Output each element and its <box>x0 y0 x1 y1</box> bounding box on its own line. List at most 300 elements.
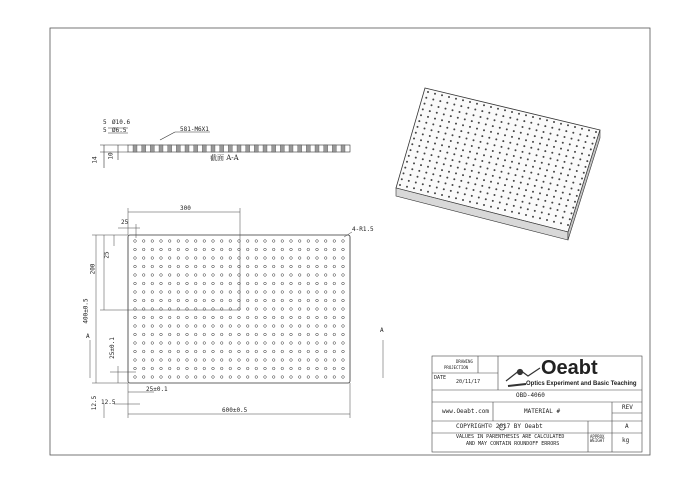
iso-hole <box>453 178 455 180</box>
plan-hole <box>160 265 163 268</box>
iso-hole <box>551 177 553 179</box>
plan-hole <box>246 316 249 319</box>
iso-hole <box>464 193 466 195</box>
iso-hole <box>551 127 553 129</box>
plan-hole <box>272 367 275 370</box>
plan-hole <box>220 342 223 345</box>
plan-hole <box>229 291 232 294</box>
iso-hole <box>495 138 497 140</box>
plan-hole <box>307 325 310 328</box>
iso-hole <box>532 116 534 118</box>
plan-hole <box>229 325 232 328</box>
iso-hole <box>509 117 511 119</box>
section-hole <box>289 145 293 152</box>
iso-hole <box>415 182 417 184</box>
plan-hole <box>220 248 223 251</box>
plan-hole <box>264 342 267 345</box>
plan-hole <box>168 291 171 294</box>
iso-hole <box>429 185 431 187</box>
plan-hole <box>168 316 171 319</box>
iso-hole <box>464 143 466 145</box>
iso-hole <box>516 143 518 145</box>
iso-hole <box>546 194 548 196</box>
iso-hole <box>460 130 462 132</box>
plan-hole <box>203 316 206 319</box>
iso-hole <box>546 119 548 121</box>
plan-hole <box>151 299 154 302</box>
plan-hole <box>290 376 293 379</box>
iso-hole <box>567 224 569 226</box>
plan-hole <box>134 274 137 277</box>
plan-hole <box>203 333 206 336</box>
plan-hole <box>151 316 154 319</box>
plan-hole <box>316 325 319 328</box>
iso-hole <box>536 154 538 156</box>
iso-hole <box>502 115 504 117</box>
rev-value: A <box>625 423 629 430</box>
plan-hole <box>342 291 345 294</box>
plan-hole <box>281 308 284 311</box>
plan-hole <box>272 274 275 277</box>
plan-hole <box>186 257 189 260</box>
plan-hole <box>142 274 145 277</box>
iso-hole <box>459 136 461 138</box>
iso-hole <box>579 183 581 185</box>
plan-hole <box>151 240 154 243</box>
iso-hole <box>516 193 518 195</box>
plan-hole <box>324 248 327 251</box>
plan-hole <box>151 265 154 268</box>
iso-hole <box>452 184 454 186</box>
plan-hole <box>342 350 345 353</box>
iso-hole <box>557 184 559 186</box>
iso-hole <box>474 183 476 185</box>
iso-hole <box>518 138 520 140</box>
plan-hole <box>151 282 154 285</box>
plan-hole <box>255 291 258 294</box>
iso-hole <box>513 180 515 182</box>
plan-hole <box>255 316 258 319</box>
plan-hole <box>290 308 293 311</box>
plan-hole <box>324 240 327 243</box>
plan-hole <box>160 274 163 277</box>
iso-hole <box>539 168 541 170</box>
section-hole <box>315 145 319 152</box>
plan-hole <box>194 257 197 260</box>
plan-hole <box>307 367 310 370</box>
plan-hole <box>264 333 267 336</box>
iso-hole <box>527 133 529 135</box>
iso-hole <box>550 207 552 209</box>
plan-hole-grid <box>134 240 345 379</box>
plan-hole <box>151 257 154 260</box>
iso-hole <box>571 163 573 165</box>
iso-hole <box>460 155 462 157</box>
iso-hole <box>539 143 541 145</box>
iso-hole <box>518 187 520 189</box>
iso-hole <box>487 143 489 145</box>
plan-hole <box>238 367 241 370</box>
iso-hole <box>567 124 569 126</box>
iso-hole <box>536 179 538 181</box>
plan-hole <box>203 282 206 285</box>
plan-hole <box>324 367 327 370</box>
plan-hole <box>333 316 336 319</box>
iso-hole <box>406 161 408 163</box>
iso-hole <box>415 157 417 159</box>
plan-hole <box>307 333 310 336</box>
plan-hole <box>229 350 232 353</box>
iso-hole <box>585 141 587 143</box>
plan-hole <box>177 240 180 243</box>
dim-top-300: 300 <box>180 205 191 212</box>
iso-hole <box>495 114 497 116</box>
plan-hole <box>342 240 345 243</box>
plan-hole <box>134 333 137 336</box>
iso-hole <box>445 108 447 110</box>
iso-hole <box>431 179 433 181</box>
plan-hole <box>333 342 336 345</box>
plan-hole <box>342 367 345 370</box>
plan-hole <box>186 265 189 268</box>
iso-hole <box>425 172 427 174</box>
iso-hole <box>424 177 426 179</box>
notice-line-1: VALUES IN PARENTHESIS ARE CALCULATED <box>456 434 565 440</box>
plan-hole <box>324 359 327 362</box>
iso-hole <box>565 155 567 157</box>
plan-hole <box>298 325 301 328</box>
plan-hole <box>160 325 163 328</box>
iso-hole <box>537 124 539 126</box>
iso-hole <box>581 128 583 130</box>
dim-bottom-600: 600±0.5 <box>222 407 248 414</box>
plan-hole <box>134 376 137 379</box>
plan-hole <box>324 299 327 302</box>
plan-hole <box>307 291 310 294</box>
dim-bottom-12-5-vert: 12.5 <box>91 395 99 411</box>
iso-hole <box>483 154 485 156</box>
plan-hole <box>342 325 345 328</box>
iso-hole <box>511 161 513 163</box>
plan-hole <box>142 248 145 251</box>
plan-hole <box>212 265 215 268</box>
iso-hole <box>462 149 464 151</box>
iso-hole <box>502 190 504 192</box>
iso-hole <box>571 212 573 214</box>
iso-hole <box>504 209 506 211</box>
iso-hole <box>481 110 483 112</box>
plan-hole <box>333 282 336 285</box>
iso-hole <box>557 209 559 211</box>
plan-hole <box>272 265 275 268</box>
iso-hole <box>502 140 504 142</box>
iso-hole <box>511 211 513 213</box>
plan-hole <box>203 350 206 353</box>
iso-hole <box>567 149 569 151</box>
iso-hole <box>541 162 543 164</box>
plan-hole <box>342 282 345 285</box>
plan-hole <box>342 299 345 302</box>
dim-5-top: 5 <box>103 119 107 126</box>
iso-hole <box>399 184 401 186</box>
plan-hole <box>255 265 258 268</box>
iso-hole <box>504 109 506 111</box>
iso-hole <box>506 178 508 180</box>
plan-hole <box>316 257 319 260</box>
plan-hole <box>194 240 197 243</box>
iso-hole <box>422 108 424 110</box>
plan-hole <box>203 265 206 268</box>
iso-hole <box>422 133 424 135</box>
plan-hole <box>316 342 319 345</box>
plan-hole <box>281 248 284 251</box>
plan-hole <box>316 308 319 311</box>
plan-hole <box>264 291 267 294</box>
iso-hole <box>494 169 496 171</box>
iso-hole <box>452 134 454 136</box>
plan-hole <box>316 333 319 336</box>
iso-hole <box>518 212 520 214</box>
plan-hole <box>229 333 232 336</box>
iso-hole <box>564 161 566 163</box>
iso-hole <box>492 125 494 127</box>
iso-hole <box>558 203 560 205</box>
section-view <box>100 128 350 168</box>
iso-hole <box>551 152 553 154</box>
iso-hole <box>564 186 566 188</box>
plan-hole <box>255 282 258 285</box>
iso-hole <box>457 142 459 144</box>
plan-hole <box>307 316 310 319</box>
plan-hole <box>134 359 137 362</box>
iso-hole <box>574 151 576 153</box>
iso-hole <box>527 158 529 160</box>
plan-hole <box>342 376 345 379</box>
plan-hole <box>168 333 171 336</box>
iso-hole <box>476 153 478 155</box>
plan-hole <box>307 376 310 379</box>
iso-hole <box>527 183 529 185</box>
iso-hole <box>483 104 485 106</box>
iso-hole <box>516 119 518 121</box>
iso-hole <box>515 124 517 126</box>
dim-bottom-25-tol: 25±0.1 <box>146 386 168 393</box>
iso-hole <box>450 140 452 142</box>
plan-hole <box>264 367 267 370</box>
plan-hole <box>168 274 171 277</box>
plan-hole <box>160 333 163 336</box>
iso-hole <box>438 106 440 108</box>
iso-hole <box>544 125 546 127</box>
iso-hole <box>567 174 569 176</box>
section-hole <box>272 145 276 152</box>
plan-hole <box>246 291 249 294</box>
iso-hole <box>452 109 454 111</box>
iso-hole <box>529 128 531 130</box>
iso-hole <box>534 210 536 212</box>
iso-hole <box>497 133 499 135</box>
iso-hole <box>443 138 445 140</box>
plan-hole <box>333 367 336 370</box>
iso-hole <box>417 126 419 128</box>
iso-hole <box>462 124 464 126</box>
iso-hole <box>569 143 571 145</box>
plan-hole <box>246 257 249 260</box>
plan-hole <box>281 282 284 285</box>
plan-hole <box>307 265 310 268</box>
iso-hole <box>459 186 461 188</box>
plan-hole <box>212 342 215 345</box>
plan-hole <box>298 282 301 285</box>
plan-hole <box>203 299 206 302</box>
iso-hole <box>511 136 513 138</box>
iso-hole <box>471 145 473 147</box>
plan-hole <box>272 325 275 328</box>
iso-hole <box>553 146 555 148</box>
iso-hole <box>555 140 557 142</box>
iso-hole <box>476 103 478 105</box>
plan-hole <box>212 291 215 294</box>
plan-hole <box>142 325 145 328</box>
plan-hole <box>307 308 310 311</box>
plan-hole <box>160 240 163 243</box>
iso-hole <box>546 144 548 146</box>
iso-hole <box>532 166 534 168</box>
iso-hole <box>537 198 539 200</box>
iso-hole <box>490 206 492 208</box>
iso-hole <box>452 159 454 161</box>
iso-hole <box>550 133 552 135</box>
plan-hole <box>151 291 154 294</box>
plan-hole <box>324 325 327 328</box>
iso-hole <box>471 195 473 197</box>
iso-hole <box>543 206 545 208</box>
iso-hole <box>487 192 489 194</box>
plan-hole <box>212 274 215 277</box>
plan-hole <box>142 265 145 268</box>
iso-hole <box>572 182 574 184</box>
plan-hole <box>298 376 301 379</box>
plan-hole <box>246 342 249 345</box>
plan-hole <box>298 308 301 311</box>
plan-hole <box>177 367 180 370</box>
iso-hole <box>567 199 569 201</box>
iso-hole <box>574 201 576 203</box>
iso-hole <box>459 161 461 163</box>
iso-hole <box>539 217 541 219</box>
iso-hole <box>522 151 524 153</box>
plan-hole <box>134 350 137 353</box>
plan-hole <box>194 291 197 294</box>
iso-hole <box>432 173 434 175</box>
plan-hole <box>203 367 206 370</box>
plan-hole <box>134 282 137 285</box>
plan-hole <box>151 367 154 370</box>
plan-hole <box>246 248 249 251</box>
plan-hole <box>151 359 154 362</box>
iso-hole <box>466 138 468 140</box>
plan-hole <box>298 240 301 243</box>
plan-hole <box>142 342 145 345</box>
iso-hole <box>555 165 557 167</box>
plan-hole <box>298 333 301 336</box>
plan-hole <box>316 367 319 370</box>
plan-hole <box>212 350 215 353</box>
iso-hole <box>448 196 450 198</box>
dim-thread-spec: 581-M6X1 <box>180 126 209 133</box>
iso-hole <box>446 127 448 129</box>
plan-hole <box>168 248 171 251</box>
copyright-text: COPYRIGHT© 2017 BY Oeabt <box>456 423 543 430</box>
iso-hole <box>457 117 459 119</box>
iso-hole <box>530 197 532 199</box>
plan-hole <box>246 376 249 379</box>
iso-hole <box>506 153 508 155</box>
plan-hole <box>160 342 163 345</box>
iso-hole <box>410 174 412 176</box>
plan-hole <box>203 274 206 277</box>
plan-hole <box>333 257 336 260</box>
plan-hole <box>220 299 223 302</box>
iso-hole <box>578 139 580 141</box>
plan-hole <box>229 248 232 251</box>
iso-hole <box>418 120 420 122</box>
plan-hole <box>298 299 301 302</box>
plan-hole <box>134 265 137 268</box>
iso-hole <box>511 111 513 113</box>
plan-hole <box>264 248 267 251</box>
plan-hole <box>333 299 336 302</box>
plan-hole <box>333 291 336 294</box>
plan-hole <box>168 342 171 345</box>
plan-hole <box>203 376 206 379</box>
iso-hole <box>593 137 595 139</box>
plan-hole <box>264 350 267 353</box>
plan-hole <box>142 333 145 336</box>
iso-hole <box>474 158 476 160</box>
iso-hole <box>525 214 527 216</box>
iso-hole <box>499 202 501 204</box>
plan-hole <box>238 376 241 379</box>
iso-hole <box>436 112 438 114</box>
iso-hole <box>495 163 497 165</box>
iso-hole <box>590 148 592 150</box>
plan-hole <box>255 274 258 277</box>
plan-hole <box>281 350 284 353</box>
iso-hole <box>537 173 539 175</box>
iso-hole <box>459 111 461 113</box>
iso-hole <box>501 146 503 148</box>
iso-hole <box>466 163 468 165</box>
plan-hole <box>220 282 223 285</box>
plan-hole <box>160 291 163 294</box>
iso-hole <box>520 132 522 134</box>
plan-hole <box>134 299 137 302</box>
plan-hole <box>220 257 223 260</box>
iso-hole <box>413 162 415 164</box>
plan-hole <box>333 359 336 362</box>
plan-hole <box>168 350 171 353</box>
iso-hole <box>508 173 510 175</box>
date-label: DATE <box>434 375 447 381</box>
plan-hole <box>142 240 145 243</box>
plan-hole <box>307 240 310 243</box>
iso-hole <box>499 152 501 154</box>
plan-hole <box>264 282 267 285</box>
iso-hole <box>446 102 448 104</box>
iso-hole <box>483 129 485 131</box>
weight-unit: kg <box>622 437 630 444</box>
